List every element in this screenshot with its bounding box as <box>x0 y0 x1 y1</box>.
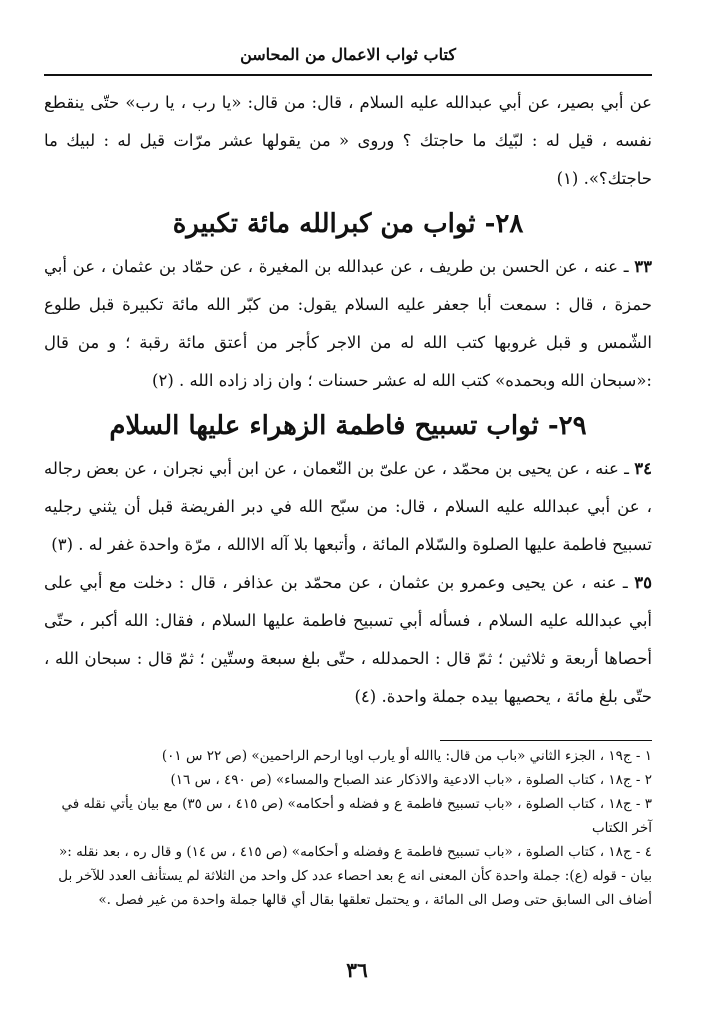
footnote-ref-3: (٣) <box>51 535 73 554</box>
hadith-number-35: ٣٥ <box>634 573 653 592</box>
page-number: ٣٦ <box>346 958 368 982</box>
footnote-3: ٣ - ج١٨ ، كتاب الصلوة ، «باب تسبيح فاطمة ع و فضله و أحكامه» (ص ٤١٥ ، س ٣٥) مع بيان يأتي نقله في آخر الكتاب <box>61 796 652 836</box>
footnote-ref-4: (٤) <box>354 687 377 706</box>
section-title-28: ٢٨- ثواب من كبرالله مائة تكبيرة <box>172 209 524 239</box>
footnote-ref-2: (٢) <box>152 371 174 390</box>
hadith-text-34: ـ عنه ، عن يحيى بن محمّد ، عن علىّ بن النّعمان ، عن ابن أبي نجران ، عن بعض رجاله ، عن أبي عبدالله عليه السلام ، قال: من سبّح الله في دبر الفريضة قبل أن يثني رجليه تسبيح فاطمة عليها الصلوة والسّلام المائة ، وأتبعها بلا آله الاالله ، مرّة واحدة غفر له . <box>44 459 652 554</box>
footnote-1: ١ - ج١٩ ، الجزء الثاني «باب من قال: ياالله أو يارب اويا ارحم الراحمين» (ص ٢٢ س ٠١) <box>161 748 652 764</box>
hadith-paragraph-34 <box>44 450 652 564</box>
running-header: كتاب ثواب الاعمال من المحاسن <box>240 45 456 64</box>
hadith-text-35: ـ عنه ، عن يحيى وعمرو بن عثمان ، عن محمّد بن عذافر ، قال : دخلت مع أبي على أبي عبدالله عليه السلام ، فسأله أبي تسبيح فاطمة عليها السلام ، فقال: الله أكبر ، حتّى أحصاها أربعة و ثلاثين ؛ ثمّ قال : الحمدلله ، حتّى بلغ سبعة وستّين ؛ ثمّ قال : سبحان الله ، حتّى بلغ مائة ، يحصيها بيده جملة واحدة. <box>44 573 652 706</box>
hadith-paragraph-33 <box>44 248 652 400</box>
intro-paragraph <box>44 84 652 198</box>
footnote-4: ٤ - ج١٨ ، كتاب الصلوة ، «باب تسبيح فاطمة ع وفضله و أحكامه» (ص ٤١٥ ، س ١٤) و قال ره ، بعد نقله :« بيان - قوله (ع): جملة واحدة كأن المعنى انه ع بعد احصاء عدد كل واحد من الثلاثة لم يستأنف العدد للآخر بل أضاف الى السابق حتى وصل الى المائة ، و يحتمل تعلقها بقال أي قالها جملة واحدة من غير فصل .» <box>58 844 652 908</box>
footnote-divider <box>440 740 652 741</box>
hadith-number-33: ٣٣ <box>634 257 652 276</box>
footnotes <box>44 744 652 912</box>
hadith-paragraph-35 <box>44 564 652 716</box>
main-text <box>44 84 652 716</box>
header-rule <box>44 74 652 76</box>
hadith-text-33: ـ عنه ، عن الحسن بن طريف ، عن عبدالله بن المغيرة ، عن حمّاد بن عثمان ، عن أبي حمزة ، قال : سمعت أبا جعفر عليه السلام يقول: من كبّر الله مائة تكبيرة قبل طلوع الشّمس و قبل غروبها كتب الله له من الاجر كأجر من أعتق مائة رقبة ؛ و من قال :«سبحان الله وبحمده» كتب الله له عشر حسنات ؛ وان زاد زاده الله . <box>44 257 652 390</box>
hadith-number-34: ٣٤ <box>634 459 653 478</box>
footnote-2: ٢ - ج١٨ ، كتاب الصلوة ، «باب الادعية والاذكار عند الصباح والمساء» (ص ٤٩٠ ، س ١٦) <box>170 772 652 788</box>
footnote-ref-1: (١) <box>556 169 579 188</box>
intro-text: عن أبي بصير، عن أبي عبدالله عليه السلام ، قال: من قال: «يا رب ، يا رب» حتّى ينقطع نفسه ، قيل له : لبّيك ما حاجتك ؟ وروى « من يقولها عشر مرّات قيل له : لبيك ما حاجتك؟». <box>44 93 652 188</box>
section-title-29: ٢٩- ثواب تسبيح فاطمة الزهراء عليها السلام <box>109 411 587 441</box>
